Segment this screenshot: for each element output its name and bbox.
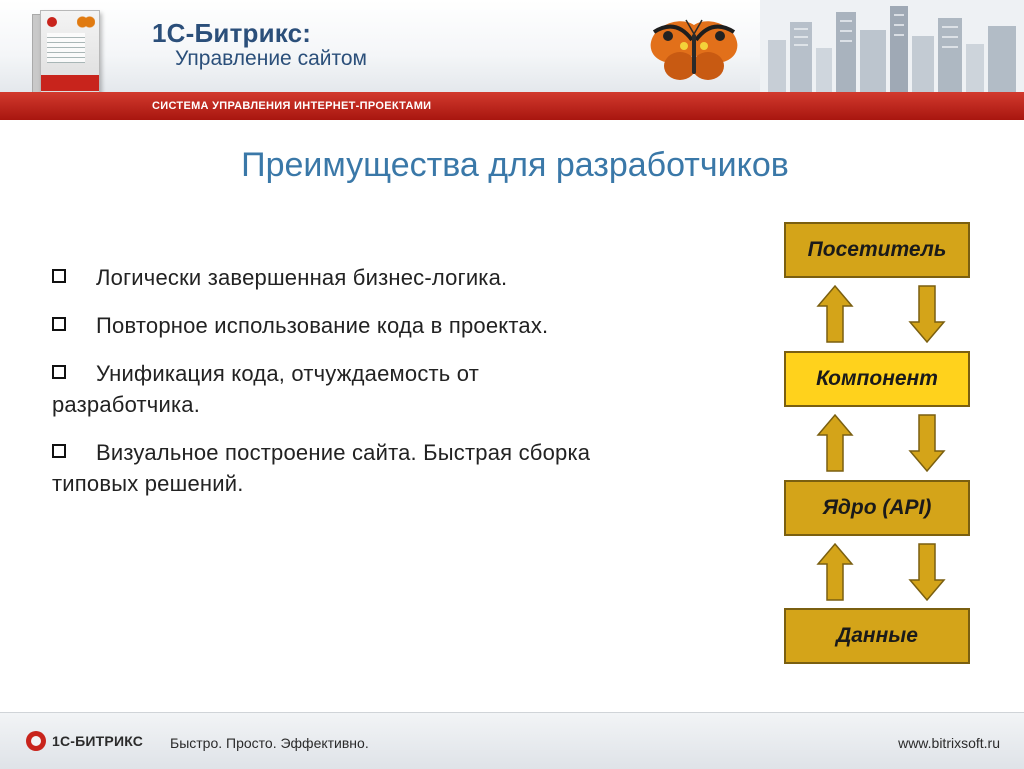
arrow-up-icon: [816, 542, 854, 602]
checkbox-bullet-icon: [52, 269, 66, 283]
node-visitor: Посетитель: [784, 222, 970, 278]
header-tagline: СИСТЕМА УПРАВЛЕНИЯ ИНТЕРНЕТ-ПРОЕКТАМИ: [152, 100, 432, 112]
product-box-text-lines: [47, 33, 85, 63]
architecture-diagram: [780, 218, 976, 668]
checkbox-bullet-icon: [52, 444, 66, 458]
city-skyline-image: [760, 0, 1024, 92]
product-box-front: [40, 10, 100, 104]
arrow-up-icon: [816, 413, 854, 473]
brand-title: 1С-Битрикс:: [152, 18, 312, 48]
bullet-item: [52, 437, 652, 499]
bullet-item: [52, 358, 612, 420]
bullet-text: Визуальное построение сайта. Быстрая сборка типовых решений.: [52, 440, 591, 496]
bullet-text: Логически завершенная бизнес-логика.: [96, 265, 508, 290]
product-box-stripe: [41, 75, 99, 91]
brand-subtitle: Управление сайтом: [175, 47, 367, 70]
footer-brand: 1С-БИТРИКС: [52, 733, 144, 749]
node-component: Компонент: [784, 351, 970, 407]
arrow-up-icon: [816, 284, 854, 344]
bullet-list: [52, 262, 702, 516]
bitrix-logo-icon: [26, 731, 46, 751]
footer-slogan: Быстро. Просто. Эффективно.: [170, 735, 369, 751]
butterfly-icon: [646, 12, 742, 88]
product-box-butterfly-icon: [77, 15, 95, 29]
checkbox-bullet-icon: [52, 365, 66, 379]
slide-header: [0, 0, 1024, 120]
arrow-down-icon: [908, 284, 946, 344]
footer-url-link[interactable]: www.bitrixsoft.ru: [898, 735, 1000, 751]
node-core-api: Ядро (API): [784, 480, 970, 536]
product-box-logo-icon: [47, 17, 57, 27]
arrow-down-icon: [908, 542, 946, 602]
checkbox-bullet-icon: [52, 317, 66, 331]
bullet-text: Повторное использование кода в проектах.: [96, 313, 549, 338]
bullet-text: Унификация кода, отчуждаемость от разработчика.: [52, 361, 479, 417]
bullet-item: [52, 262, 702, 293]
arrow-down-icon: [908, 413, 946, 473]
node-data: Данные: [784, 608, 970, 664]
bullet-item: [52, 310, 702, 341]
slide-title: Преимущества для разработчиков: [241, 146, 789, 184]
slide-footer: [0, 712, 1024, 769]
